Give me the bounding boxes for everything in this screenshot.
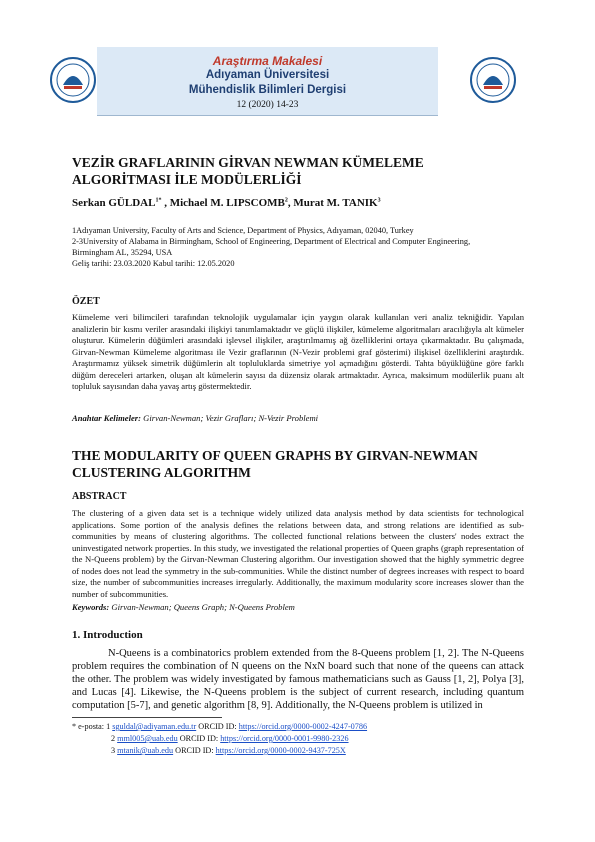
journal-issue: 12 (2020) 14-23: [236, 100, 299, 110]
authors: Serkan $GÜLDAL^{1*}$ , Michael M. LIPSCOMB$^2$, Murat M. TANIK$^3$: [72, 197, 381, 209]
university-logo-left: [50, 57, 96, 103]
orcid-link-1[interactable]: https://orcid.org/0000-0002-4247-0786: [238, 722, 368, 731]
abstract-heading: ABSTRACT: [72, 491, 127, 502]
introduction-heading: 1. Introduction: [72, 629, 143, 641]
university-logo-right: [470, 57, 516, 103]
paper-title-en: THE MODULARITY OF QUEEN GRAPHS BY GIRVAN-NEWMAN CLUSTERING ALGORITHM: [72, 448, 478, 480]
paper-title-tr: VEZİR GRAFLARININ GİRVAN NEWMAN KÜMELEME ALGORİTMASI İLE MODÜLERLİĞİ: [72, 155, 424, 187]
ozet-text: Kümeleme veri bilimcileri tarafından teknolojik uygulamalar için yaygın olarak kullanılan veri analiz tekniğidir. Yapılan analizlerin bir kısmı veriler arasındaki ilişkiyi tanımlamaktadır ve güçlü ilişkiler, kümeleme algoritmaları aracılığıyla alt kümeler oluşturur. Kümelerin düğümleri arasındaki işlevsel ilişkiler, araştırılmamış ağ özelliklerini ortaya çıkarmaktadır. Bu çalışmada, Girvan-Newman Kümeleme algoritması ile Vezir graflarının (N-Vezir problemi graf gösterimi) ilişkisel özelliklerini araştırdık. Araştırmamız yüksek simetrik düğümlerin alt topluluklarda simetriye yol açmadığını gösterdi. Tahta büyüklüğüne göre farklı düğüm dereceleri artarken, oluşan alt kümelerin sayısı da düzensiz olarak artmaktadır. Ayrıca, maksimum modülerlik puanı alt topluluk sayısından daha yavaş artış göstermektedir.: [72, 312, 524, 391]
abstract-keywords: Keywords: Girvan-Newman; Queens Graph; N-Queens Problem: [72, 602, 295, 612]
university-name: Adıyaman Üniversitesi: [205, 69, 330, 81]
article-type: Araştırma Makalesi: [212, 54, 323, 68]
received-dates: Geliş tarihi: 23.03.2020 Kabul tarihi: 12.05.2020: [72, 259, 235, 268]
footnote-1: * e-posta: 1 sguldal@adiyaman.edu.tr ORCID ID: https://orcid.org/0000-0002-4247-0786: [72, 722, 368, 731]
email-link-2[interactable]: mml005@uab.edu: [117, 734, 178, 743]
introduction-text: N-Queens is a combinatorics problem extended from the 8-Queens problem [1, 2]. The N-Queens problem requires the combination of N queens on the NxN board such that none of the queens can attack the other. The problem was widely investigated by famous mathematicians such as Gauss [1, 2], Polya [3], and Lucas [4]. Likewise, the N-Queens problem is the subject of current research, including quantum computation [5-7], and genetic algorithm [8, 9]. Additionally, the N-Queens problem is utilized in: [72, 648, 524, 711]
footnote-rule: [72, 717, 222, 718]
affiliations: 1Adıyaman University, Faculty of Arts and Science, Department of Physics, Adıyaman, 02040, Turkey 2-3University of Alabama in Birmingham, School of Engineering, Department of Electrical and Computer Engineering, Birmingham AL, 35294, USA Geliş tarihi: 23.03.2020 Kabul tarihi: 12.05.2020: [72, 225, 524, 269]
email-link-1[interactable]: sguldal@adiyaman.edu.tr: [112, 722, 197, 731]
orcid-link-3[interactable]: https://orcid.org/0000-0002-9437-725X: [215, 746, 346, 755]
ozet-heading: ÖZET: [72, 296, 100, 307]
abstract-text: The clustering of a given data set is a technique widely utilized data analysis method by data scientists for technological applications. Some portion of the analysis defines the relations between data, and strong relations are identified as sub-communities by means of clustering algorithms. The collected functional relations between the clusters' nodes extract the uninvestigated network properties. In this study, we investigated the relational properties of Queen graphs (graph representation of the N-Queens problem) by the Girvan-Newman Clustering algorithm. Our investigation showed that the highly symmetric degree of nodes does not lead the symmetry in the sub-communities. While the distinct number of degrees increases with respect to board size, the number of subcommunities increases irregularly. Additionally, the maximum modularity score increases slower than the number of subcommunities.: [72, 508, 524, 599]
footnote-2: 2 mml005@uab.edu ORCID ID: https://orcid.org/0000-0001-9980-2326: [111, 734, 349, 743]
footnote-3: 3 mtanik@uab.edu ORCID ID: https://orcid.org/0000-0002-9437-725X: [111, 746, 346, 755]
ozet-keywords: Anahtar Kelimeler: Girvan-Newman; Vezir Grafları; N-Vezir Problemi: [72, 413, 319, 423]
orcid-link-2[interactable]: https://orcid.org/0000-0001-9980-2326: [220, 734, 349, 743]
email-link-3[interactable]: mtanik@uab.edu: [117, 746, 174, 755]
journal-name: Mühendislik Bilimleri Dergisi: [188, 84, 347, 96]
